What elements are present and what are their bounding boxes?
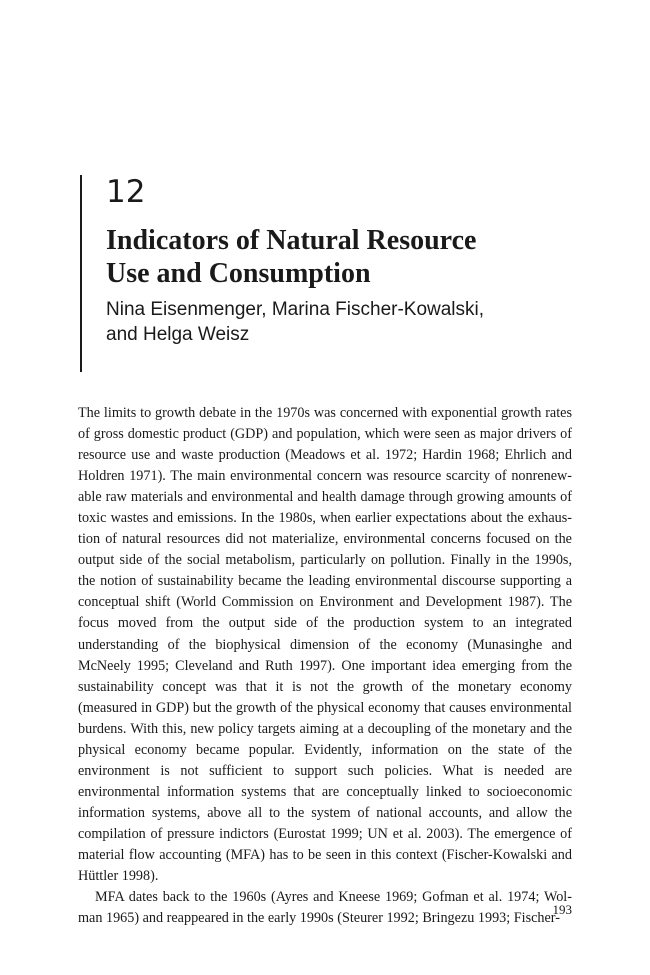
body-text — [78, 403, 572, 929]
chapter-number: 12 — [106, 174, 146, 210]
authors-line-2: and Helga Weisz — [106, 324, 250, 345]
chapter-authors — [106, 297, 586, 347]
chapter-heading-rule — [80, 175, 82, 372]
chapter-title-line-1: Indicators of Natural Resource — [106, 225, 477, 256]
chapter-title — [106, 224, 586, 290]
authors-line-1: Nina Eisenmenger, Marina Fischer-Kowalski, — [106, 299, 485, 320]
chapter-title-line-2: Use and Consumption — [106, 258, 371, 289]
page-number: 193 — [552, 902, 572, 917]
body-paragraph-1: The limits to growth debate in the 1970s was concerned with exponential growth rates of gross domestic product (GDP) and population, which were seen as major drivers of resource use and waste production (Meadows et al. 1972; Hardin 1968; Ehrlich and Holdren 1971). The main environmental concern was resource scarcity of nonrenewable raw materials and environmental and health damage through growing amounts of toxic wastes and emissions. In the 1980s, when earlier expectations about the exhaustion of natural resources did not materialize, environmental concerns focused on the output side of the social metabolism, particularly on pollution. Finally in the 1990s, the notion of sustainability became the leading environmental discourse supporting a conceptual shift (World Commission on Environment and Development 1987). The focus moved from the output side of the production system to an integrated understanding of the biophysical dimension of the economy (Munasinghe and McNeely 1995; Cleveland and Ruth 1997). One important idea emerging from the sustainability concept was that it is not the growth of the monetary economy (measured in GDP) but the growth of the physical economy that causes environmental burdens. With this, new policy targets aiming at a decoupling of the monetary and the physical economy became popular. Evidently, information on the state of the environment is not sufficient to support such policies. What is needed are environmental information systems that are conceptually linked to socioeconomic information systems, above all to the system of national accounts, and allow the compilation of pressure indictors (Eurostat 1999; UN et al. 2003). The emergence of material flow accounting (MFA) has to be seen in this context (Fischer-Kowalski and Hüttler 1998). — [78, 405, 572, 885]
body-paragraph-2: MFA dates back to the 1960s (Ayres and Kneese 1969; Gofman et al. 1974; Wolman 1965) and reappeared in the early 1990s (Steurer 1992; Bringezu 1993; Fischer- — [78, 889, 572, 927]
